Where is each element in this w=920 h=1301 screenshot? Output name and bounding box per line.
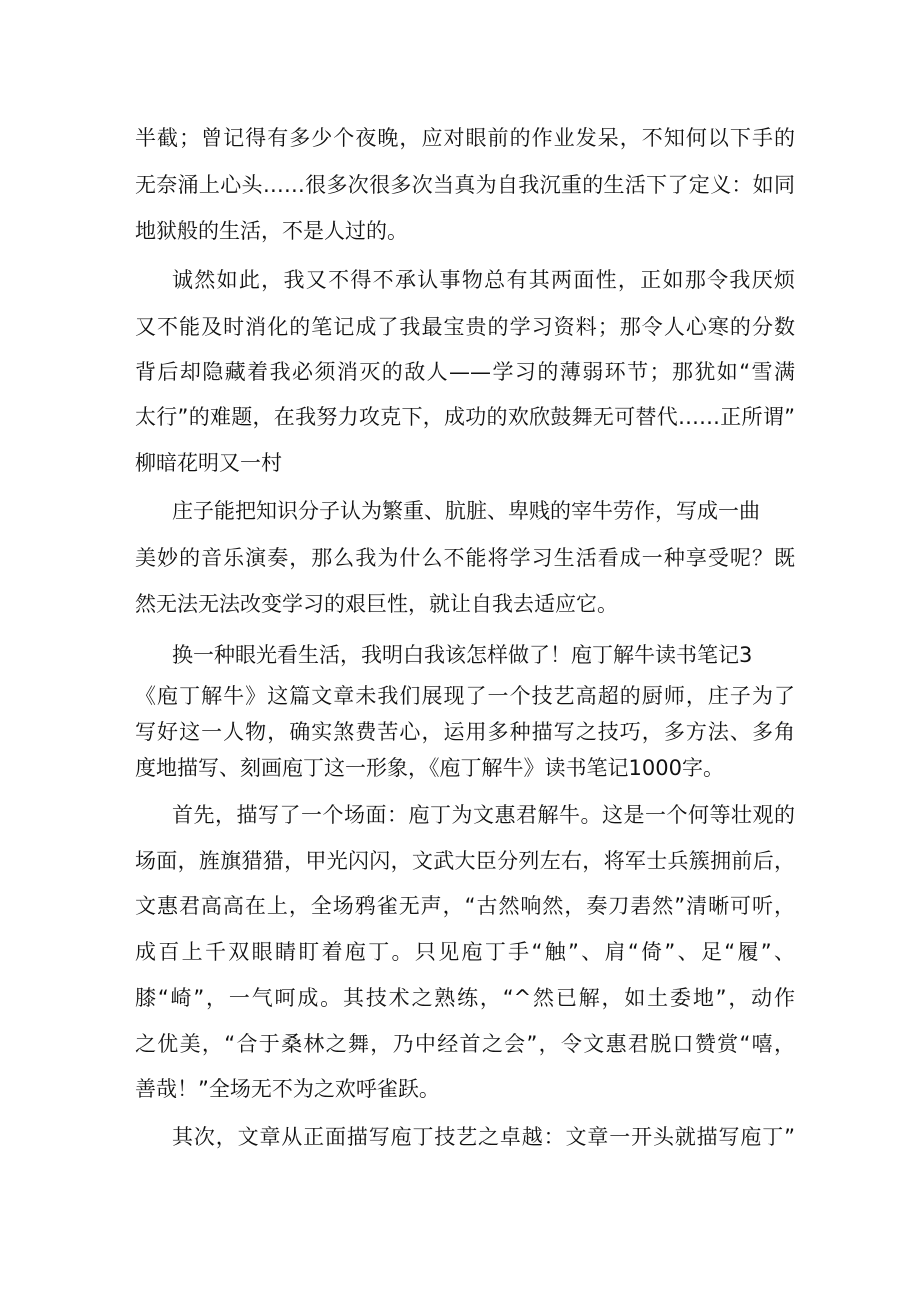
text-line: 《庖丁解牛》这篇文章未我们展现了一个技艺高超的厨师，庄子为了 bbox=[135, 684, 795, 708]
text-line: 然无法无法改变学习的艰巨性，就让自我去适应它。 bbox=[135, 592, 618, 616]
text-line: 地狱般的生活，不是人过的。 bbox=[135, 219, 408, 243]
text-line: 太行”的难题，在我努力攻克下，成功的欢欣鼓舞无可替代……正所谓” bbox=[135, 405, 795, 429]
text-line: 其次，文章从正面描写庖丁技艺之卓越：文章一开头就描写庖丁” bbox=[172, 1125, 795, 1149]
text-line: 写好这一人物，确实煞费苦心，运用多种描写之技巧，多方法、多角 bbox=[135, 720, 795, 744]
text-line: 柳暗花明又一村 bbox=[135, 451, 282, 475]
text-line: 首先，描写了一个场面：庖丁为文惠君解牛。这是一个何等壮观的 bbox=[172, 803, 795, 827]
text-line: 度地描写、刻画庖丁这一形象，《庖丁解牛》读书笔记1000字。 bbox=[135, 756, 724, 780]
text-line: 善哉！”全场无不为之欢呼雀跃。 bbox=[135, 1077, 440, 1101]
text-line: 成百上千双眼睛盯着庖丁。只见庖丁手“触”、肩“倚”、足“履”、 bbox=[135, 940, 795, 964]
text-line: 背后却隐藏着我必须消灭的敌人——学习的薄弱环节；那犹如“雪满 bbox=[135, 360, 795, 384]
text-line: 之优美，“合于桑林之舞，乃中经首之会”，令文惠君脱口赞赏“嘻， bbox=[135, 1032, 795, 1056]
text-line: 换一种眼光看生活，我明白我该怎样做了！庖丁解牛读书笔记3 bbox=[172, 643, 753, 667]
text-line: 场面，旌旗猎猎，甲光闪闪，文武大臣分列左右，将军士兵簇拥前后， bbox=[135, 849, 795, 873]
text-line: 半截；曾记得有多少个夜晚，应对眼前的作业发呆，不知何以下手的 bbox=[135, 126, 795, 150]
text-line: 文惠君高高在上，全场鸦雀无声，“古然响然，奏刀砉然”清晰可听， bbox=[135, 894, 795, 918]
text-line: 庄子能把知识分子认为繁重、肮脏、卑贱的宰牛劳作，写成一曲 bbox=[172, 499, 760, 523]
text-line: 无奈涌上心头……很多次很多次当真为自我沉重的生活下了定义：如同 bbox=[135, 173, 795, 197]
text-line: 诚然如此，我又不得不承认事物总有其两面性，正如那令我厌烦 bbox=[172, 268, 795, 292]
text-line: 又不能及时消化的笔记成了我最宝贵的学习资料；那令人心寒的分数 bbox=[135, 315, 795, 339]
text-line: 膝“崎”，一气呵成。其技术之熟练，“^然已解，如土委地”，动作 bbox=[135, 986, 795, 1010]
text-line: 美妙的音乐演奏，那么我为什么不能将学习生活看成一种享受呢？既 bbox=[135, 546, 795, 570]
